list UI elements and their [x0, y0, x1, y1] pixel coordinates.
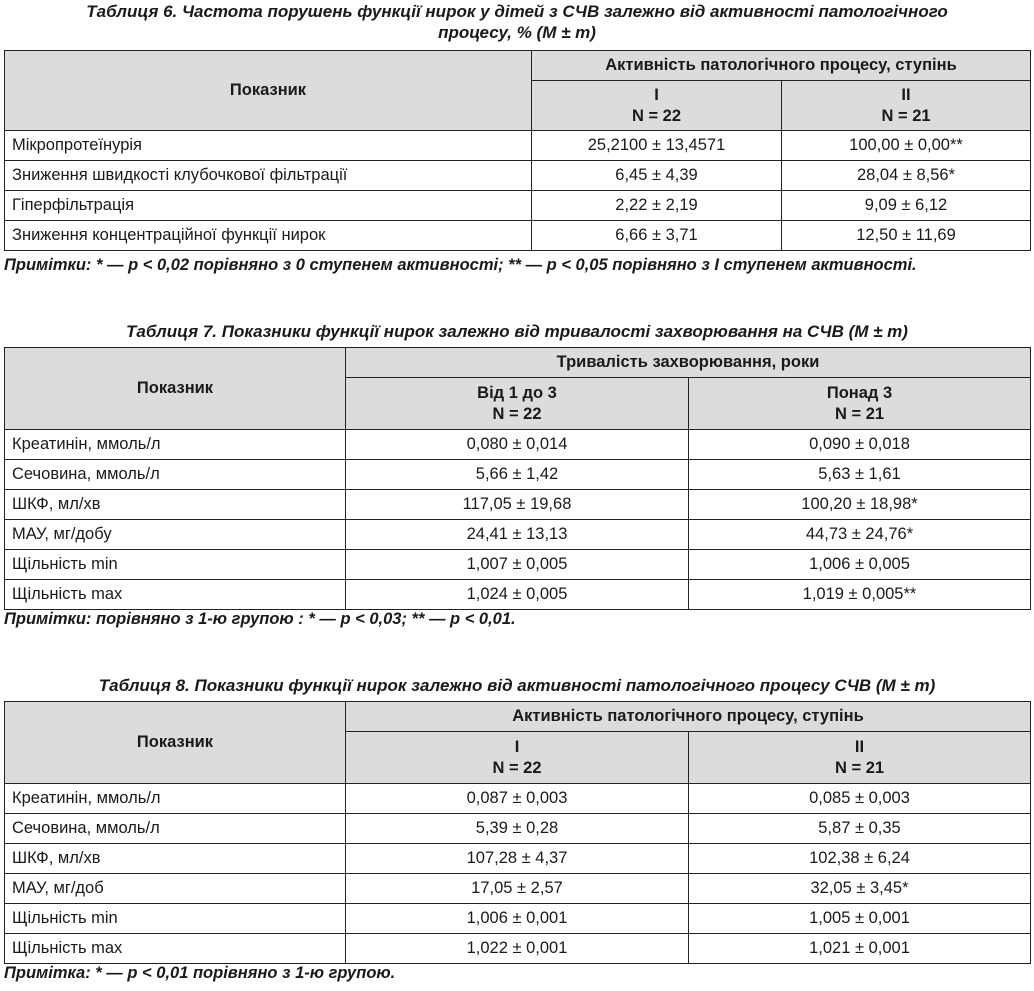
row-label: Щільність min	[5, 550, 346, 580]
row-label: ШКФ, мл/хв	[5, 844, 346, 874]
row-value-col1: 6,66 ± 3,71	[532, 221, 782, 251]
table-row	[5, 191, 1031, 221]
table-row	[5, 221, 1031, 251]
table-row	[5, 460, 1031, 490]
table6-caption	[0, 1, 1034, 43]
row-label: Зниження швидкості клубочкової фільтрації	[5, 161, 532, 191]
table8-col1-title: I	[514, 737, 520, 756]
table-row	[5, 131, 1031, 161]
table7	[4, 347, 1031, 610]
row-value-col1: 6,45 ± 4,39	[532, 161, 782, 191]
table6-note: Примітки: * — p < 0,02 порівняно з 0 ступенем активності; ** — p < 0,05 порівняно з І ступенем активності.	[4, 256, 917, 274]
table7-header-indicator: Показник	[5, 348, 346, 430]
row-value-col1: 17,05 ± 2,57	[346, 874, 689, 904]
row-label: Мікропротеїнурія	[5, 131, 532, 161]
row-value-col2: 9,09 ± 6,12	[782, 191, 1031, 221]
row-value-col2: 1,021 ± 0,001	[689, 934, 1031, 964]
table-row	[5, 430, 1031, 460]
table-row	[5, 580, 1031, 610]
table8-col2-n: N = 21	[834, 758, 885, 777]
row-value-col2: 5,63 ± 1,61	[689, 460, 1031, 490]
table6-col2-n: N = 21	[881, 106, 931, 125]
table7-col1-n: N = 22	[492, 404, 542, 423]
row-value-col2: 44,73 ± 24,76*	[689, 520, 1031, 550]
table7-caption-wrap	[0, 321, 1034, 342]
table-row	[5, 814, 1031, 844]
table7-col2-title: Понад 3	[826, 383, 893, 402]
row-label: Креатинін, ммоль/л	[5, 430, 346, 460]
row-label: Щільність max	[5, 580, 346, 610]
row-label: Сечовина, ммоль/л	[5, 460, 346, 490]
row-label: ШКФ, мл/хв	[5, 490, 346, 520]
table6-header-col2	[782, 81, 1031, 131]
table8-header-col1	[346, 732, 689, 784]
table8-header-group: Активність патологічного процесу, ступінь	[346, 702, 1031, 732]
row-value-col1: 1,007 ± 0,005	[346, 550, 689, 580]
row-value-col1: 2,22 ± 2,19	[532, 191, 782, 221]
row-value-col2: 32,05 ± 3,45*	[689, 874, 1031, 904]
table-row	[5, 934, 1031, 964]
row-value-col2: 1,005 ± 0,001	[689, 904, 1031, 934]
table7-col2-n: N = 21	[834, 404, 885, 423]
row-value-col2: 12,50 ± 11,69	[782, 221, 1031, 251]
table-row	[5, 550, 1031, 580]
row-value-col1: 117,05 ± 19,68	[346, 490, 689, 520]
row-label: Щільність max	[5, 934, 346, 964]
row-value-col2: 0,090 ± 0,018	[689, 430, 1031, 460]
table8-header-col2	[689, 732, 1031, 784]
row-value-col1: 5,39 ± 0,28	[346, 814, 689, 844]
row-label: Гіперфільтрація	[5, 191, 532, 221]
row-label: Щільність min	[5, 904, 346, 934]
row-value-col1: 1,022 ± 0,001	[346, 934, 689, 964]
row-value-col1: 1,024 ± 0,005	[346, 580, 689, 610]
table6-col1-n: N = 22	[631, 106, 682, 125]
table7-header-group: Тривалість захворювання, роки	[346, 348, 1031, 378]
row-value-col1: 107,28 ± 4,37	[346, 844, 689, 874]
table7-header-col2	[689, 378, 1031, 430]
table6-caption-line2: процесу, % (M ± m)	[438, 23, 596, 42]
row-value-col2: 5,87 ± 0,35	[689, 814, 1031, 844]
row-value-col2: 1,006 ± 0,005	[689, 550, 1031, 580]
table8-col1-n: N = 22	[492, 758, 542, 777]
row-label: МАУ, мг/доб	[5, 874, 346, 904]
row-value-col1: 0,087 ± 0,003	[346, 784, 689, 814]
table6-col2-title: II	[901, 85, 911, 104]
row-label: Креатинін, ммоль/л	[5, 784, 346, 814]
table7-col1-title: Від 1 до 3	[477, 383, 557, 402]
row-value-col1: 1,006 ± 0,001	[346, 904, 689, 934]
table7-header-col1	[346, 378, 689, 430]
table-row	[5, 844, 1031, 874]
row-value-col2: 28,04 ± 8,56*	[782, 161, 1031, 191]
row-label: Зниження концентраційної функції нирок	[5, 221, 532, 251]
row-value-col2: 100,20 ± 18,98*	[689, 490, 1031, 520]
table6-header-group: Активність патологічного процесу, ступінь	[532, 51, 1031, 81]
table-row	[5, 161, 1031, 191]
table6-caption-line1: Таблиця 6. Частота порушень функції нирок у дітей з СЧВ залежно від активності патологічного	[86, 2, 948, 21]
table8-caption: Таблиця 8. Показники функції нирок залежно від активності патологічного процесу СЧВ (M ± m)	[98, 676, 936, 695]
table-row	[5, 784, 1031, 814]
table-row	[5, 490, 1031, 520]
row-label: МАУ, мг/добу	[5, 520, 346, 550]
row-value-col2: 0,085 ± 0,003	[689, 784, 1031, 814]
table7-note: Примітки: порівняно з 1-ю групою : * — p < 0,03; ** — p < 0,01.	[4, 610, 516, 628]
table-row	[5, 874, 1031, 904]
table6	[4, 50, 1031, 251]
table6-col1-title: I	[654, 85, 659, 104]
table-row	[5, 904, 1031, 934]
table6-header-col1	[532, 81, 782, 131]
row-value-col1: 5,66 ± 1,42	[346, 460, 689, 490]
table8-col2-title: II	[854, 737, 865, 756]
table8-note: Примітка: * — p < 0,01 порівняно з 1-ю групою.	[4, 964, 396, 982]
row-value-col2: 1,019 ± 0,005**	[689, 580, 1031, 610]
table8-caption-wrap	[0, 675, 1034, 696]
row-value-col2: 100,00 ± 0,00**	[782, 131, 1031, 161]
table7-caption: Таблиця 7. Показники функції нирок залежно від тривалості захворювання на СЧВ (M ± m)	[126, 322, 908, 341]
row-value-col1: 24,41 ± 13,13	[346, 520, 689, 550]
row-value-col1: 25,2100 ± 13,4571	[532, 131, 782, 161]
table6-header-indicator: Показник	[5, 51, 532, 131]
table8	[4, 701, 1031, 964]
row-value-col2: 102,38 ± 6,24	[689, 844, 1031, 874]
row-label: Сечовина, ммоль/л	[5, 814, 346, 844]
row-value-col1: 0,080 ± 0,014	[346, 430, 689, 460]
table8-header-indicator: Показник	[5, 702, 346, 784]
table-row	[5, 520, 1031, 550]
